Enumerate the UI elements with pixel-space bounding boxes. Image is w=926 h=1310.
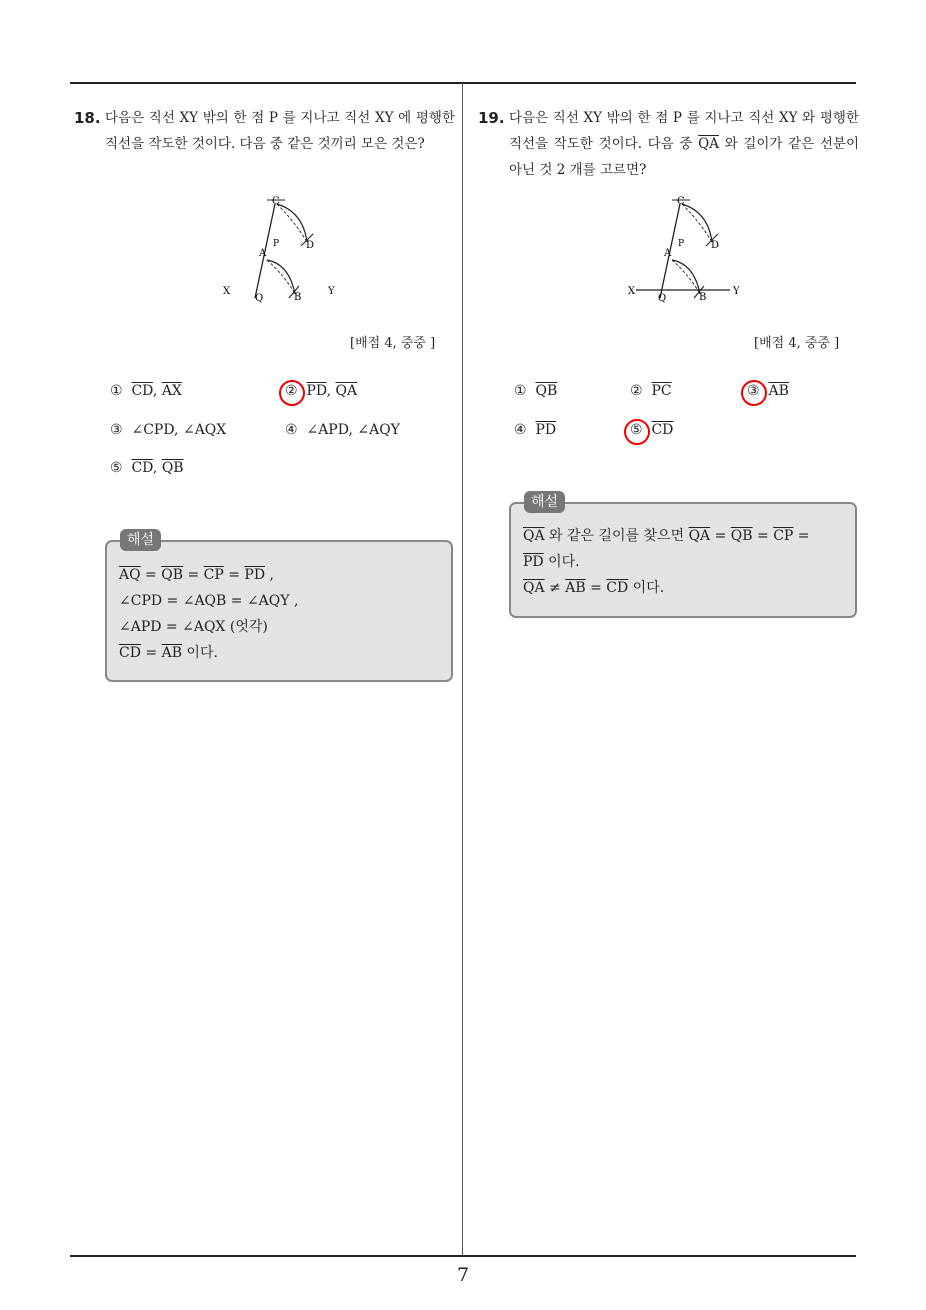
- segment: $\overline{QA}$: [523, 580, 545, 596]
- option-text: $\overline{CD}$: [131, 460, 153, 476]
- option-3[interactable]: [110, 422, 226, 438]
- segment: $\overline{QA}$: [688, 528, 711, 544]
- option-1[interactable]: [514, 383, 557, 399]
- option-separator: ,: [152, 383, 162, 399]
- option-text: $\overline{QB}$: [161, 460, 184, 476]
- solution-line-4: [119, 640, 439, 666]
- label-y: Y: [328, 286, 335, 297]
- option-number: ⑤: [110, 460, 123, 476]
- option-5[interactable]: [110, 460, 184, 476]
- score-label: [배점 4, 중중 ]: [350, 336, 436, 351]
- segment: $\overline{PD}$: [244, 567, 266, 583]
- segment: $\overline{CD}$: [119, 645, 141, 661]
- option-4[interactable]: [514, 422, 556, 438]
- question-text: [509, 105, 859, 183]
- segment: $\overline{CP}$: [773, 528, 794, 544]
- segment: $\overline{AB}$: [565, 580, 586, 596]
- segment: $\overline{QB}$: [161, 567, 183, 583]
- question-text: 다음은 직선 XY 밖의 한 점 P 를 지나고 직선 XY 에 평행한 직선을 작도한 것이다. 다음 중 같은 것끼리 모은 것은?: [105, 110, 455, 152]
- solution-tab: 해설: [524, 491, 565, 513]
- solution-box: [509, 502, 857, 618]
- label-d: D: [711, 240, 720, 251]
- option-number: ④: [285, 422, 298, 438]
- label-p: P: [678, 239, 685, 249]
- option-number: ③: [110, 422, 123, 438]
- option-2[interactable]: [630, 383, 672, 399]
- answer-mark-circle: [624, 419, 650, 445]
- option-text: $\overline{AB}$: [768, 383, 789, 399]
- option-number: ①: [514, 383, 527, 399]
- label-c: C: [272, 196, 280, 207]
- label-b: B: [699, 292, 707, 303]
- answer-mark-circle: [741, 380, 767, 406]
- text: 이다.: [543, 554, 580, 570]
- label-x: X: [628, 286, 636, 297]
- segment: $\overline{AB}$: [161, 645, 182, 661]
- column-divider: [462, 83, 463, 1255]
- segment: $\overline{PD}$: [523, 554, 544, 570]
- operator: ≠: [544, 580, 566, 596]
- label-c: C: [677, 196, 685, 207]
- operator: =: [585, 580, 607, 596]
- label-y: Y: [733, 286, 740, 297]
- option-separator: ,: [326, 383, 336, 399]
- bottom-rule: [70, 1255, 856, 1257]
- question-text-part: 와 길이가 같은 선분이 아닌 것 2 개를 고르면?: [509, 136, 859, 178]
- segment: $\overline{CP}$: [203, 567, 224, 583]
- operator: =: [140, 645, 162, 661]
- question-number: 19.: [478, 109, 505, 127]
- label-x: X: [223, 286, 231, 297]
- label-a: A: [664, 248, 672, 259]
- question-text-part: 다음은 직선 XY 밖의 한 점 P 를 지나고 직선 XY 와 평행한 직선을 작도한 것이다. 다음 중: [509, 110, 859, 152]
- construction-figure: [215, 190, 345, 305]
- option-number: ③: [747, 383, 760, 399]
- option-text: $\overline{QB}$: [535, 383, 558, 399]
- score-label: [배점 4, 중중 ]: [754, 336, 840, 351]
- segment: $\overline{QB}$: [730, 528, 753, 544]
- option-text: $\overline{PC}$: [651, 383, 672, 399]
- option-number: ⑤: [630, 422, 643, 438]
- option-text: $\overline{AX}$: [161, 383, 182, 399]
- option-text: $\overline{QA}$: [335, 383, 358, 399]
- option-number: ②: [285, 383, 298, 399]
- operator: =: [752, 528, 774, 544]
- label-q: Q: [255, 293, 264, 304]
- operator: =: [140, 567, 162, 583]
- top-rule: [70, 82, 856, 84]
- solution-line-2: [523, 549, 843, 575]
- label-b: B: [294, 292, 302, 303]
- option-text: $\overline{PD}$: [535, 422, 557, 438]
- question-segment: $\overline{QA}$: [698, 136, 719, 152]
- option-number: ①: [110, 383, 123, 399]
- solution-line-2: ∠CPD = ∠AQB = ∠AQY ,: [119, 593, 299, 609]
- label-a: A: [259, 248, 267, 259]
- answer-mark-circle: [279, 380, 305, 406]
- text: 와 같은 길이를 찾으면: [544, 528, 689, 544]
- operator: =: [710, 528, 731, 544]
- solution-line-1: [119, 562, 439, 588]
- segment: $\overline{AQ}$: [119, 567, 141, 583]
- option-separator: ,: [152, 460, 162, 476]
- operator: =: [793, 528, 810, 544]
- operator: ,: [265, 567, 274, 583]
- option-number: ④: [514, 422, 527, 438]
- construction-figure: [620, 190, 750, 305]
- option-text: ∠CPD, ∠AQX: [131, 422, 227, 438]
- solution-box: [105, 540, 453, 682]
- question-number: 18.: [74, 109, 101, 127]
- segment: $\overline{QA}$: [523, 528, 545, 544]
- solution-line-3: [523, 575, 843, 601]
- solution-line-1: [523, 523, 843, 549]
- label-q: Q: [658, 293, 667, 304]
- option-1[interactable]: [110, 383, 182, 399]
- option-text: $\overline{PD}$: [306, 383, 327, 399]
- option-text: $\overline{CD}$: [651, 422, 674, 438]
- operator: 이다.: [181, 645, 218, 661]
- page-number: 7: [456, 1264, 470, 1286]
- label-p: P: [273, 239, 280, 249]
- label-d: D: [306, 240, 315, 251]
- segment: $\overline{CD}$: [606, 580, 629, 596]
- solution-line-3: ∠APD = ∠AQX (엇각): [119, 619, 268, 635]
- option-number: ②: [630, 383, 643, 399]
- solution-tab: 해설: [120, 529, 161, 551]
- option-4[interactable]: [285, 422, 400, 438]
- operator: =: [183, 567, 204, 583]
- option-text: ∠APD, ∠AQY: [306, 422, 400, 438]
- text: 이다.: [628, 580, 665, 596]
- option-text: $\overline{CD}$: [131, 383, 153, 399]
- operator: =: [223, 567, 245, 583]
